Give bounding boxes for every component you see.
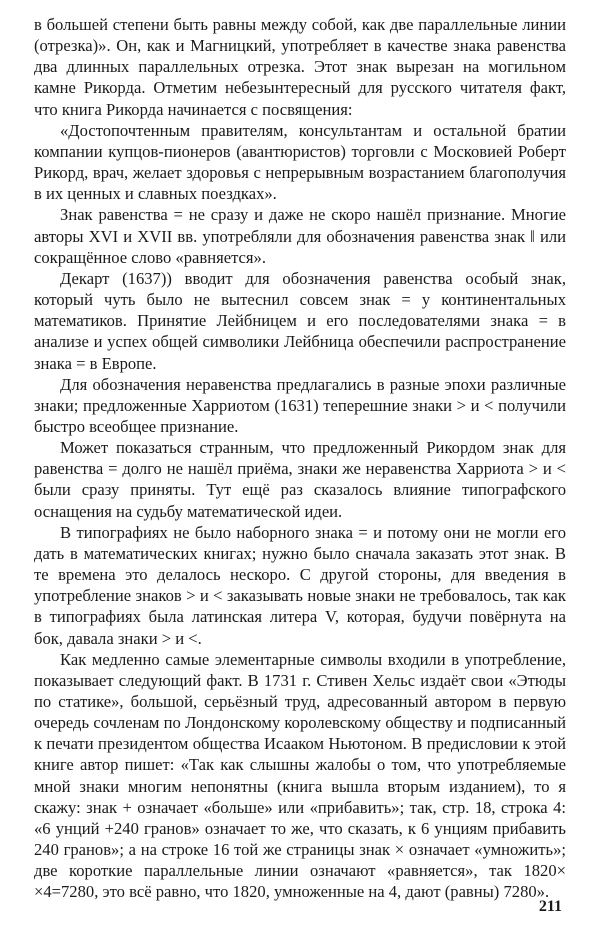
- paragraph-1: в большей степени быть равны между собой, как две параллельные линии (отрезка)». Он, как и Магницкий, употребляет в качестве знака равенства два длинных параллельных отрезка. Этот знак вырезан на могильном камне Рикорда. Отметим небезынтересный для русского читателя факт, что книга Рикорда начинается с посвящения:: [34, 15, 566, 119]
- page-number: 211: [538, 898, 562, 915]
- paragraph-6: Может показаться странным, что предложенный Рикордом знак для равенства = долго не нашёл приёма, знаки же неравенства Харриота > и < были сразу приняты. Тут ещё раз сказалось влияние типографского оснащения на судьбу математической идеи.: [34, 438, 566, 521]
- paragraph-3: Знак равенства = не сразу и даже не скоро нашёл признание. Многие авторы XVI и XVII вв. употребляли для обозначения равенства знак ‖ или сокращённое слово «равняется».: [34, 205, 566, 267]
- body-text: [34, 14, 566, 903]
- paragraph-4: Декарт (1637)) вводит для обозначения равенства особый знак, который чуть было не вытеснил совсем знак = у континентальных математиков. Принятие Лейбницем и его последователями знака = в анализе и успех общей символики Лейбница обеспечили распространение знака = в Европе.: [34, 268, 566, 373]
- paragraph-5: Для обозначения неравенства предлагались в разные эпохи различные знаки; предложенные Харриотом (1631) теперешние знаки > и < получили быстро всеобщее признание.: [34, 374, 566, 436]
- paragraph-dedication-quote: «Достопочтенным правителям, консультантам и остальной братии компании купцов-пионеров (авантюристов) торговли с Московией Роберт Рикорд, врач, желает здоровья с непрерывным возрастанием благополучия в их ценных и славных поездках».: [34, 120, 566, 204]
- paragraph-7: В типографиях не было наборного знака = и потому они не могли его дать в математических книгах; нужно было сначала заказать этот знак. В те времена это делалось нескоро. С другой стороны, для введения в употребление знаков > и < заказывать новые знаки не требовалось, так как в типографиях была латинская литера V, которая, будучи повёрнута на бок, давала знаки > и <.: [34, 522, 566, 648]
- paragraph-8: Как медленно самые элементарные символы входили в употребление, показывает следующий факт. В 1731 г. Стивен Хельс издаёт свои «Этюды по статике», большой, серьёзный труд, адресованный автором в первую очередь сочленам по Лондонскому королевскому обществу и подписанный к печати президентом общества Исааком Ньютоном. В предисловии к этой книге автор пишет: «Так как слышны жалобы о том, что употребляемые мной знаки многим непонятны (книга вышла вторым изданием), то я скажу: знак + означает «больше» или «прибавить»; так, стр. 18, строка 4: «6 унций +240 гранов» означает то же, что сказать, к 6 унциям прибавить 240 гранов»; а на строке 16 той же страницы знак × означает «умножить»; две короткие параллельные линии означают «равняется», так 1820× ×4=7280, это всё равно, что 1820, умноженные на 4, дают (равны) 7280».: [34, 649, 566, 902]
